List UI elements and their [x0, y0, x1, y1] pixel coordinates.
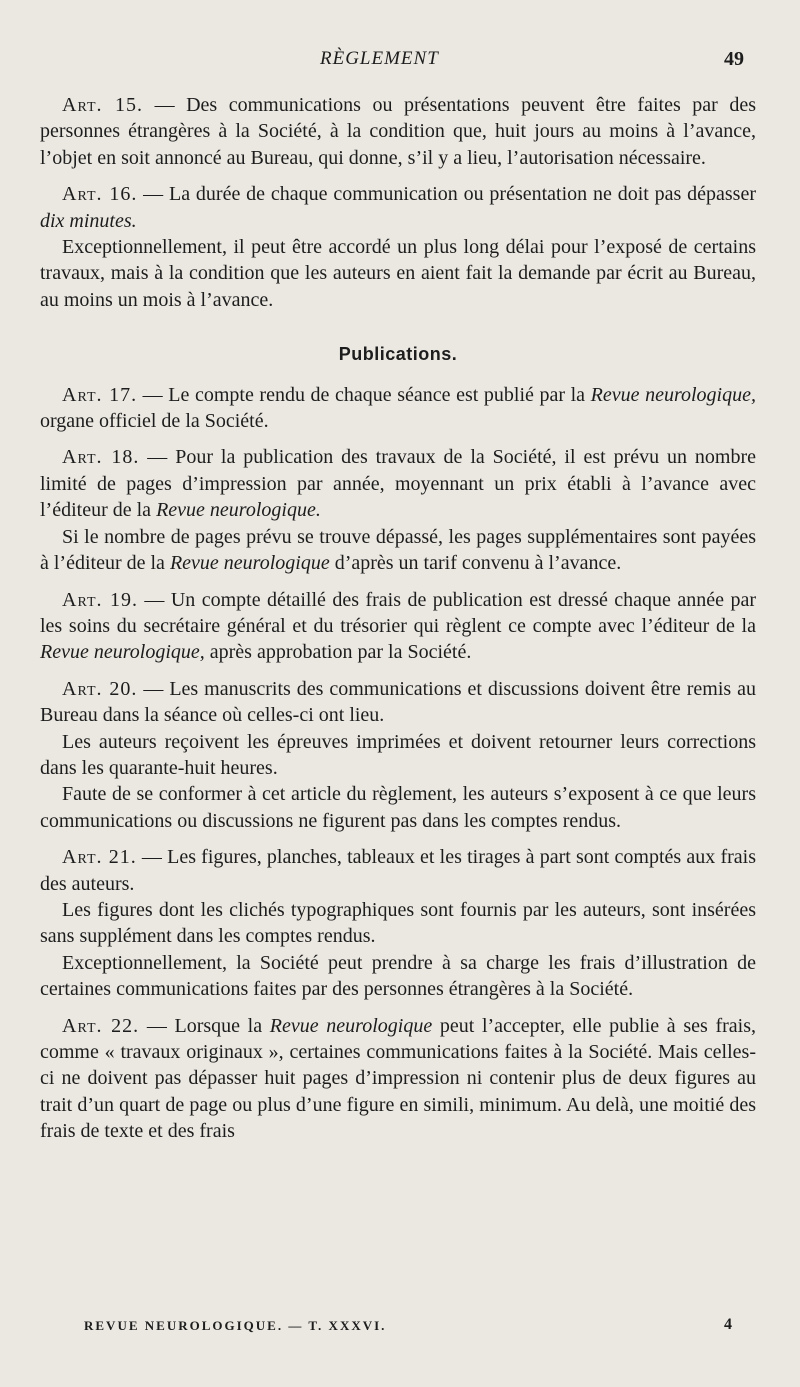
- page-footer: [84, 1318, 734, 1342]
- article-text: — Pour la publication des travaux de la Société, il est prévu un nombre limité de pages d’impression par année, moyennant un prix établi à l’avance avec l’éditeur de la: [40, 446, 757, 522]
- article-text: — Lorsque la: [139, 1014, 270, 1037]
- article-21-paragraph-2: Les figures dont les clichés typographiques sont fournis par les auteurs, sont insérées sans supplément dans les comptes rendus.: [40, 898, 756, 948]
- article-label: Art. 22.: [62, 1014, 140, 1037]
- running-header: [0, 48, 800, 78]
- article-text: — Un compte détaillé des frais de publication est dressé chaque année par les soins du secrétaire général et du trésorier qui règlent ce compte avec l’éditeur de la: [40, 588, 757, 637]
- article-emphasis: Revue neurologique: [269, 1014, 433, 1037]
- article-text: peut l’accepter, elle publie à ses frais, comme « travaux originaux », certaines communications faites à la Société. Mais celles-ci ne doivent pas dépasser huit pages d’impression ni contenir plus de deux figures au trait d’un quart de page ou plus d’une figure en simili, minimum. Au delà, une moitié des frais de texte et des frais: [40, 1014, 756, 1143]
- article-label: Art. 16.: [62, 183, 138, 206]
- article-22: [40, 1013, 756, 1145]
- article-text: organe officiel de la Société.: [40, 410, 269, 433]
- article-21: [40, 844, 756, 897]
- article-emphasis: Revue neurologique: [169, 552, 330, 575]
- article-text: Si le nombre de pages prévu se trouve dépassé, les pages supplémentaires sont payées à l’éditeur de la: [40, 525, 756, 575]
- article-emphasis: Revue neurologique,: [590, 383, 756, 406]
- article-20-paragraph-2: Les auteurs reçoivent les épreuves imprimées et doivent retourner leurs corrections dans les quarante-huit heures.: [40, 730, 756, 779]
- article-17: [40, 382, 756, 435]
- article-text: — Les manuscrits des communications et discussions doivent être remis au Bureau dans la séance où celles-ci ont lieu.: [40, 677, 756, 727]
- article-text: d’après un tarif convenu à l’avance.: [329, 552, 622, 575]
- running-title: RÈGLEMENT: [320, 48, 439, 69]
- footer-journal: REVUE NEUROLOGIQUE. — T. XXXVI.: [84, 1318, 387, 1333]
- article-19: [40, 587, 756, 666]
- article-15: [40, 92, 756, 171]
- article-text: — Les figures, planches, tableaux et les tirages à part sont comptés aux frais des auteurs.: [40, 846, 756, 895]
- article-16-paragraph-2: Exceptionnellement, il peut être accordé un plus long délai pour l’exposé de certains travaux, mais à la condition que les auteurs en aient fait la demande par écrit au Bureau, au moins un mois à l’avance.: [40, 236, 756, 311]
- article-label: Art. 17.: [62, 383, 138, 406]
- article-21-paragraph-3: Exceptionnellement, la Société peut prendre à sa charge les frais d’illustration de certaines communications faites par des personnes étrangères à la Société.: [40, 951, 756, 1001]
- article-label: Art. 21.: [62, 846, 137, 869]
- article-emphasis: Revue neurologique,: [40, 641, 205, 664]
- article-text: après approbation par la Société.: [204, 641, 472, 664]
- article-text: — La durée de chaque communication ou présentation ne doit pas dépasser: [137, 183, 756, 206]
- page-number: 49: [724, 48, 744, 70]
- article-emphasis: Revue neurologique.: [156, 499, 321, 522]
- body-text: [40, 92, 756, 1145]
- article-20-paragraph-3: Faute de se conformer à cet article du règlement, les auteurs s’exposent à ce que leurs communications ou discussions ne figurent pas dans les comptes rendus.: [40, 783, 756, 832]
- article-label: Art. 18.: [62, 446, 140, 469]
- article-18-paragraph-2: [40, 524, 756, 577]
- article-text: — Des communications ou présentations peuvent être faites par des personnes étrangères à la Société, à la condition que, huit jours au moins à l’avance, l’objet en soit annoncé au Bureau, qui donne, s’il y a lieu, l’autorisation nécessaire.: [40, 94, 756, 169]
- footer-signature: 4: [724, 1316, 734, 1333]
- article-label: Art. 20.: [62, 677, 138, 700]
- article-label: Art. 19.: [62, 588, 138, 611]
- article-20: [40, 676, 756, 729]
- article-label: Art. 15.: [62, 94, 144, 116]
- section-heading-publications: Publications.: [338, 344, 458, 365]
- article-16: [40, 181, 756, 234]
- article-18: [40, 444, 756, 523]
- article-text: — Le compte rendu de chaque séance est publié par la: [137, 383, 591, 406]
- article-emphasis: dix minutes.: [40, 209, 137, 232]
